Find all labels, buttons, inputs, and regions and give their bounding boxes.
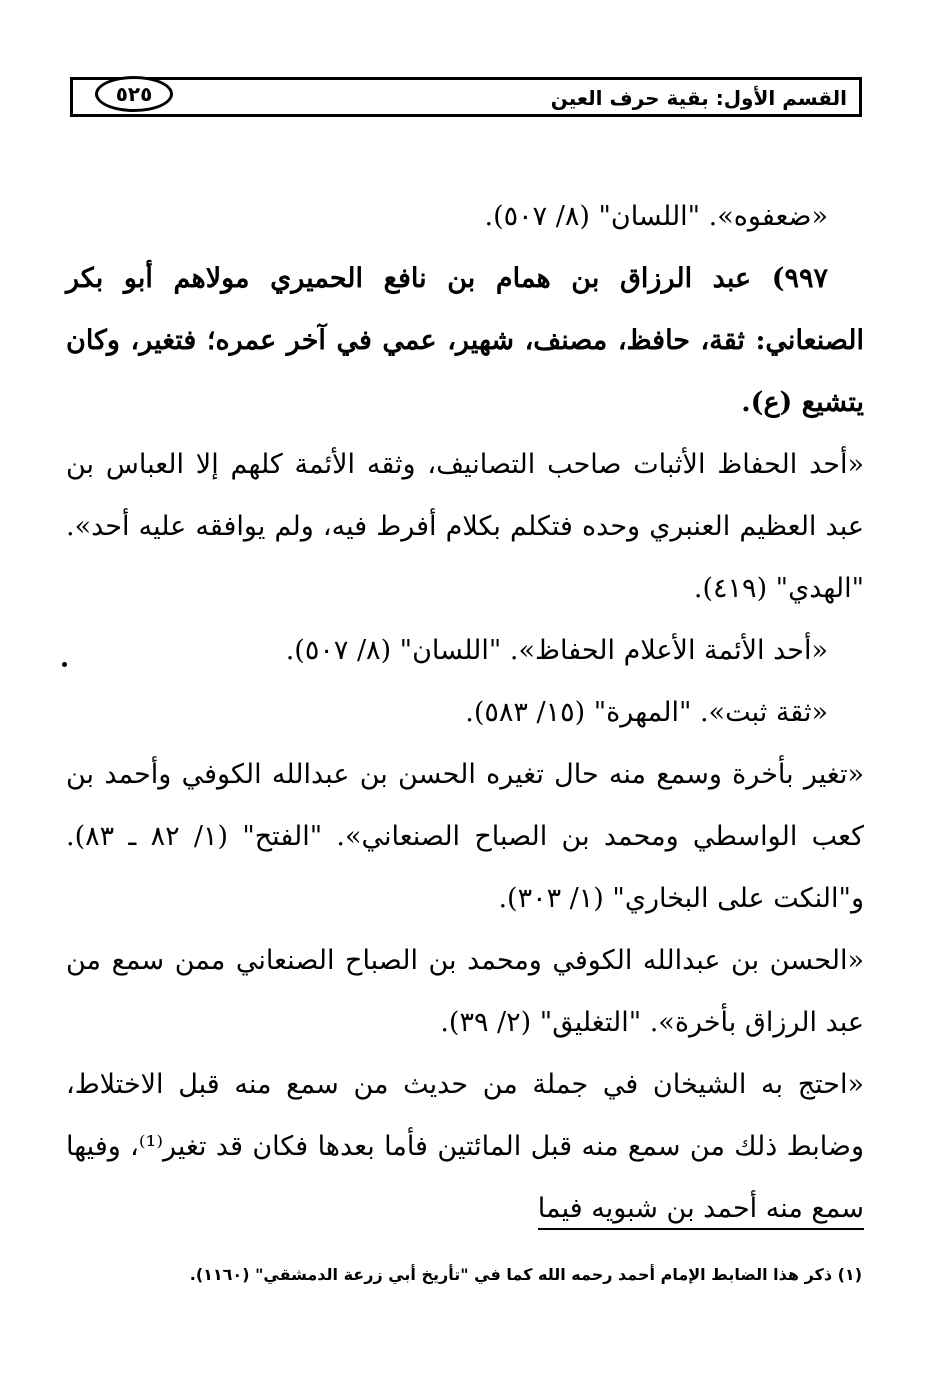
paragraph-1: «ضعفوه». "اللسان" (٨/ ٥٠٧). <box>484 201 828 232</box>
footnote-separator <box>538 1228 864 1230</box>
section-title: القسم الأول: بقية حرف العين <box>550 86 847 110</box>
entry-heading-997: ٩٩٧) عبد الرزاق بن همام بن نافع الحميري مولاهم أبو بكر الصنعاني: ثقة، حافظ، مصنف، شهير، عمي في آخر عمره؛ فتغير، وكان يتشيع (ع). <box>66 263 864 418</box>
page-header <box>70 77 862 117</box>
footnote: (١) ذكر هذا الضابط الإمام أحمد رحمه الله كما في "تأريخ أبي زرعة الدمشقي" (١١٦٠). <box>189 1265 862 1284</box>
paragraph-8: «احتج به الشيخان في جملة من حديث من سمع منه قبل الاختلاط، وضابط ذلك من سمع منه قبل المائتين فأما بعدها فكان قد تغير⁽¹⁾، وفيها سمع منه أحمد بن شبويه فيما <box>66 1069 864 1224</box>
stray-dot <box>62 662 67 667</box>
paragraph-5: «ثقة ثبت». "المهرة" (١٥/ ٥٨٣). <box>465 697 828 728</box>
main-text <box>66 186 864 1240</box>
paragraph-6: «تغير بأخرة وسمع منه حال تغيره الحسن بن عبدالله الكوفي وأحمد بن كعب الواسطي ومحمد بن الصباح الصنعاني». "الفتح" (١/ ٨٢ ـ ٨٣). و"النكت على البخاري" (١/ ٣٠٣). <box>66 759 864 914</box>
paragraph-7: «الحسن بن عبدالله الكوفي ومحمد بن الصباح الصنعاني ممن سمع من عبد الرزاق بأخرة». "التغليق" (٢/ ٣٩). <box>66 945 864 1038</box>
page-number: ٥٢٥ <box>95 76 173 112</box>
paragraph-4: «أحد الأئمة الأعلام الحفاظ». "اللسان" (٨/ ٥٠٧). <box>285 635 828 666</box>
paragraph-3: «أحد الحفاظ الأثبات صاحب التصانيف، وثقه الأئمة كلهم إلا العباس بن عبد العظيم العنبري وحده فتكلم بكلام أفرط فيه، ولم يوافقه عليه أحد». "الهدي" (٤١٩). <box>66 449 864 604</box>
